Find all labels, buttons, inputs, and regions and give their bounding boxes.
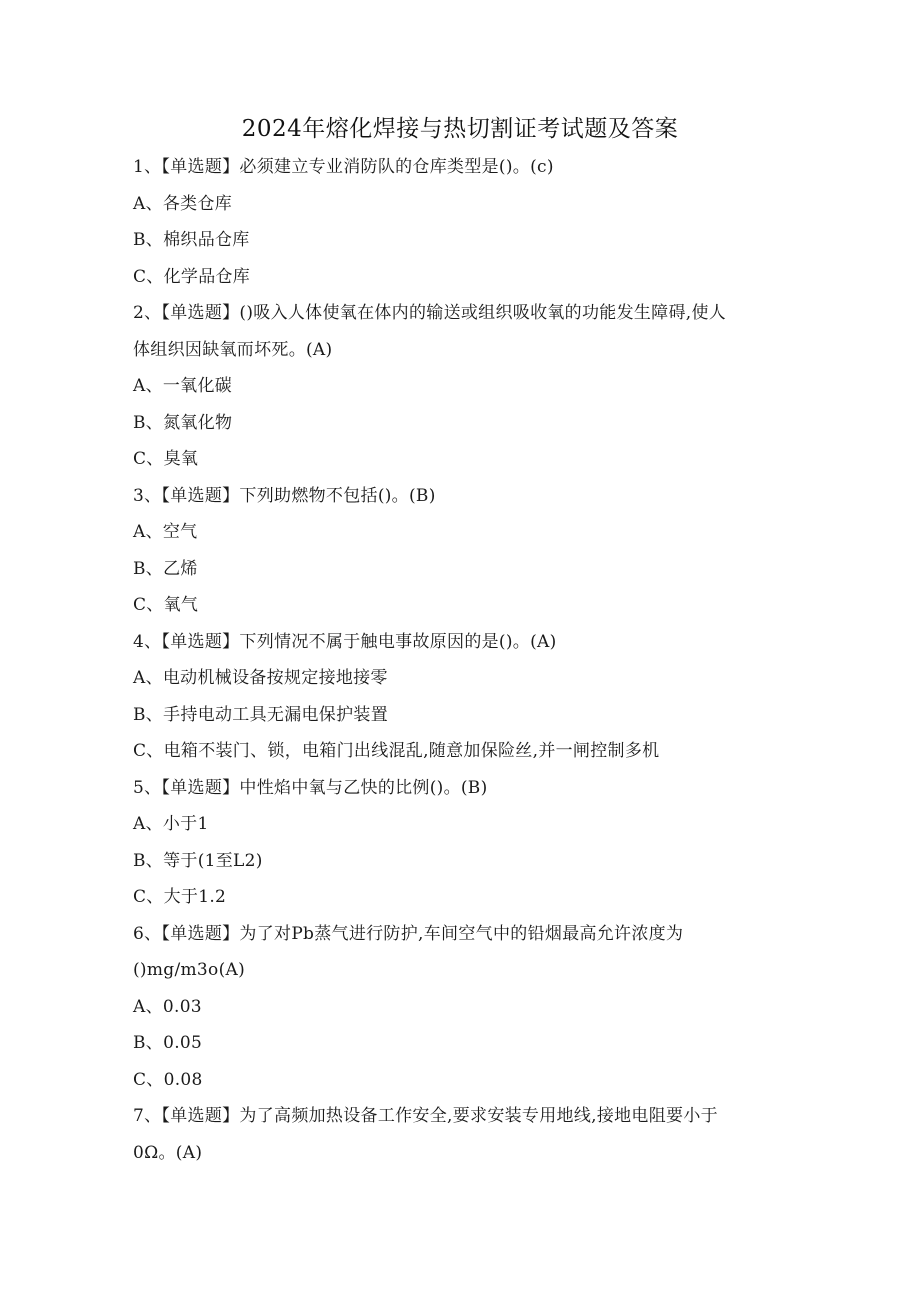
question-5-stem: 5、【单选题】中性焰中氧与乙快的比例()。(B) <box>133 777 488 798</box>
question-6-option-c: C、0.08 <box>133 1069 203 1090</box>
question-2-stem-line-1: 2、【单选题】()吸入人体使氧在体内的输送或组织吸收氧的功能发生障碍,使人 <box>133 303 727 323</box>
question-4-option-c: C、电箱不装门、锁，电箱门出线混乱,随意加保险丝,并一闸控制多机 <box>133 741 660 761</box>
question-3-option-c: C、氧气 <box>133 595 199 615</box>
question-3-option-a: A、空气 <box>133 522 198 542</box>
question-2-stem-line-2: 体组织因缺氧而坏死。(A) <box>133 339 333 360</box>
question-3-option-b: B、乙烯 <box>133 558 198 579</box>
question-5-option-a: A、小于1 <box>133 814 209 834</box>
question-7-stem-line-1: 7、【单选题】为了高频加热设备工作安全,要求安装专用地线,接地电阻要小于 <box>133 1106 718 1126</box>
question-4-stem: 4、【单选题】下列情况不属于触电事故原因的是()。(A) <box>133 631 557 652</box>
question-1-stem: 1、【单选题】必须建立专业消防队的仓库类型是()。(c) <box>133 157 554 177</box>
question-4-option-b: B、手持电动工具无漏电保护装置 <box>133 704 388 725</box>
question-6-stem-line-1: 6、【单选题】为了对Pb蒸气进行防护,车间空气中的铅烟最高允许浓度为 <box>133 923 684 944</box>
question-2-option-a: A、一氧化碳 <box>133 376 233 396</box>
question-1-option-a: A、各类仓库 <box>133 193 233 214</box>
question-5-option-c: C、大于1.2 <box>133 887 227 907</box>
question-1-option-b: B、棉织品仓库 <box>133 230 250 250</box>
document-title: 2024年熔化焊接与热切割证考试题及答案 <box>241 116 679 142</box>
question-2-option-c: C、臭氧 <box>133 449 199 469</box>
question-6-option-a: A、0.03 <box>133 996 202 1017</box>
question-1-option-c: C、化学品仓库 <box>133 266 251 287</box>
document-body <box>133 149 793 1171</box>
question-2-option-b: B、氮氧化物 <box>133 412 233 433</box>
question-3-stem: 3、【单选题】下列助燃物不包括()。(B) <box>133 485 436 506</box>
question-4-option-a: A、电动机械设备按规定接地接零 <box>133 668 388 688</box>
question-7-stem-line-2: 0Ω。(A) <box>133 1142 203 1163</box>
question-6-option-b: B、0.05 <box>133 1033 203 1053</box>
question-5-option-b: B、等于(1至L2) <box>133 850 263 871</box>
question-6-stem-line-2: ()mg/m3o(A) <box>133 960 246 980</box>
